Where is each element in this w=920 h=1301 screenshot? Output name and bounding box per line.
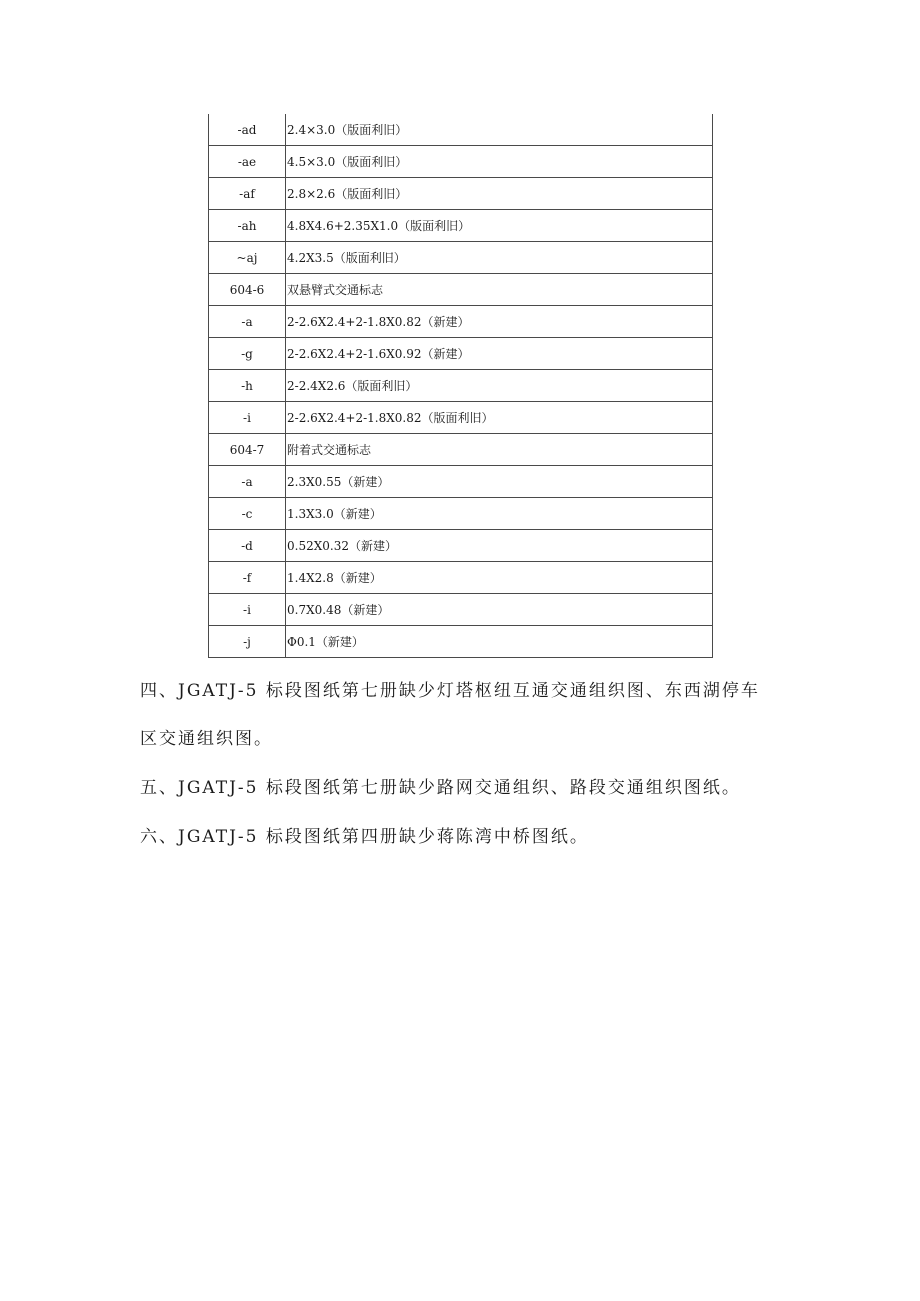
item-code-cell: -h (209, 370, 286, 402)
table-row (209, 114, 713, 146)
item-desc-cell: 2.8×2.6（版面利旧） (286, 178, 713, 210)
item-desc-cell: 4.2X3.5（版面利旧） (286, 242, 713, 274)
table-row (209, 402, 713, 434)
table-row (209, 274, 713, 306)
item-code-cell: -a (209, 306, 286, 338)
table-row (209, 306, 713, 338)
item-code-cell: -ah (209, 210, 286, 242)
item-code-cell: -ae (209, 146, 286, 178)
item-code-cell: -f (209, 562, 286, 594)
table-row (209, 562, 713, 594)
item-code-cell: -c (209, 498, 286, 530)
table-row (209, 178, 713, 210)
item-desc-cell: 1.3X3.0（新建） (286, 498, 713, 530)
item-code-cell: -d (209, 530, 286, 562)
item-desc-cell: 2.4×3.0（版面利旧） (286, 114, 713, 146)
section-title-cell: 双悬臂式交通标志 (286, 274, 713, 306)
paragraph-6: 六、JGATJ-5 标段图纸第四册缺少蒋陈湾中桥图纸。 (140, 827, 589, 847)
table-row (209, 242, 713, 274)
table-row (209, 434, 713, 466)
item-desc-cell: 0.52X0.32（新建） (286, 530, 713, 562)
spec-table-container (208, 114, 713, 658)
table-row (209, 210, 713, 242)
table-row (209, 338, 713, 370)
table-row (209, 498, 713, 530)
item-code-cell: -i (209, 594, 286, 626)
paragraph-4-line-1: 四、JGATJ-5 标段图纸第七册缺少灯塔枢纽互通交通组织图、东西湖停车 (140, 681, 760, 701)
section-code-cell: 604-6 (209, 274, 286, 306)
table-row (209, 146, 713, 178)
item-code-cell: -j (209, 626, 286, 658)
item-code-cell: -ad (209, 114, 286, 146)
spec-table (208, 114, 713, 658)
item-code-cell: -i (209, 402, 286, 434)
item-desc-cell: 0.7X0.48（新建） (286, 594, 713, 626)
table-row (209, 530, 713, 562)
section-title-cell: 附着式交通标志 (286, 434, 713, 466)
item-code-cell: -g (209, 338, 286, 370)
item-code-cell: -af (209, 178, 286, 210)
table-row (209, 466, 713, 498)
item-desc-cell: 2-2.6X2.4+2-1.6X0.92（新建） (286, 338, 713, 370)
item-code-cell: -a (209, 466, 286, 498)
paragraph-5: 五、JGATJ-5 标段图纸第七册缺少路网交通组织、路段交通组织图纸。 (140, 778, 741, 798)
table-row (209, 626, 713, 658)
item-desc-cell: 1.4X2.8（新建） (286, 562, 713, 594)
item-desc-cell: 4.8X4.6+2.35X1.0（版面利旧） (286, 210, 713, 242)
section-code-cell: 604-7 (209, 434, 286, 466)
item-desc-cell: 2-2.4X2.6（版面利旧） (286, 370, 713, 402)
table-row (209, 594, 713, 626)
item-desc-cell: 2-2.6X2.4+2-1.8X0.82（新建） (286, 306, 713, 338)
item-desc-cell: 2.3X0.55（新建） (286, 466, 713, 498)
item-desc-cell: Φ0.1（新建） (286, 626, 713, 658)
item-code-cell: ~aj (209, 242, 286, 274)
item-desc-cell: 4.5×3.0（版面利旧） (286, 146, 713, 178)
table-row (209, 370, 713, 402)
paragraph-4-line-2: 区交通组织图。 (140, 729, 273, 749)
item-desc-cell: 2-2.6X2.4+2-1.8X0.82（版面利旧） (286, 402, 713, 434)
